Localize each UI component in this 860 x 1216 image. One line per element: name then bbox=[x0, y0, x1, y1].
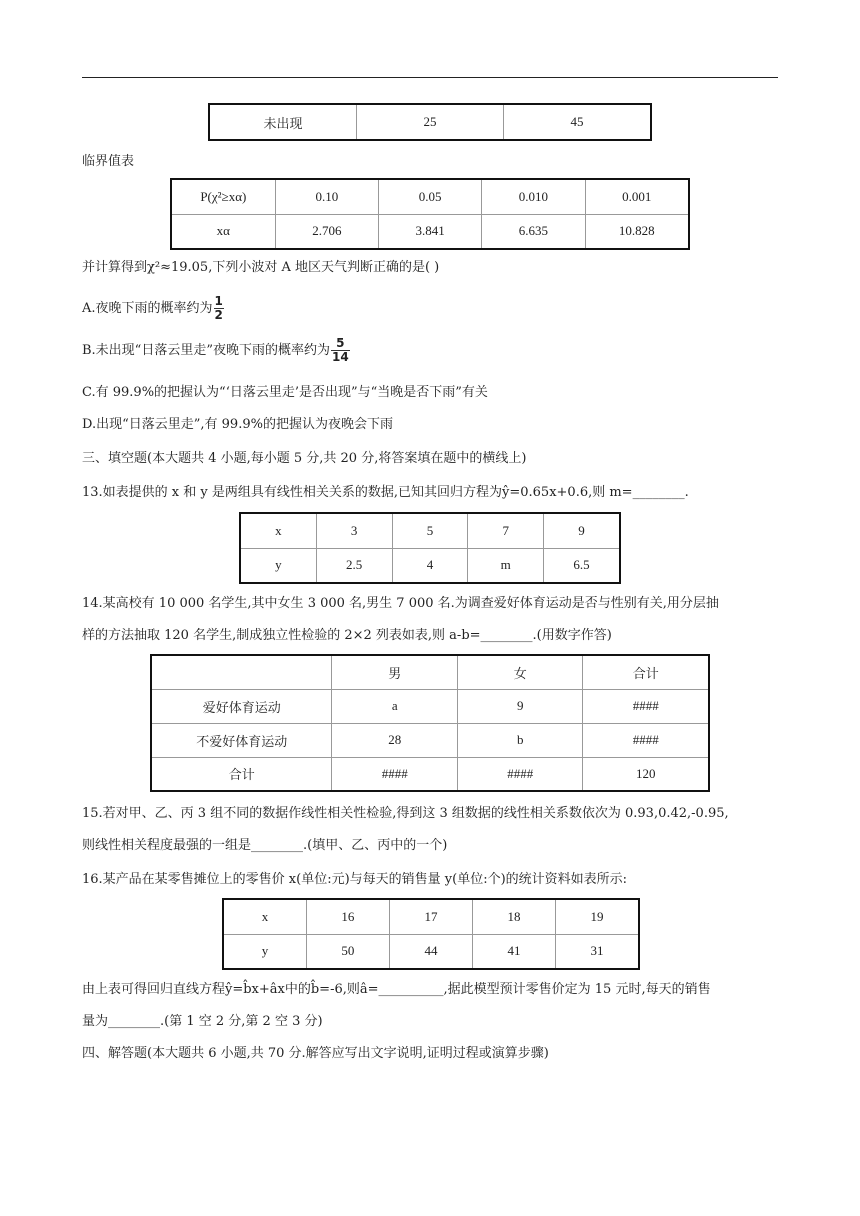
table-cell: #### bbox=[583, 689, 709, 723]
q16-table bbox=[222, 898, 640, 970]
table-cell: 3 bbox=[316, 513, 392, 548]
table-cell bbox=[151, 655, 332, 689]
table-cell: #### bbox=[332, 757, 458, 791]
q12-option-c: C.有 99.9%的把握认为“‘日落云里走’是否出现”与“当晚是否下雨”有关 bbox=[82, 385, 488, 400]
table-cell: 未出现 bbox=[209, 104, 357, 140]
q16-line-2: 由上表可得回归直线方程ŷ=b̂x+âx中的b̂=-6,则â=__________,据此模型预计零售价定为 15 元时,每天的销售 bbox=[82, 982, 711, 997]
q12-stem: 并计算得到χ²≈19.05,下列小波对 A 地区天气判断正确的是( ) bbox=[82, 260, 440, 275]
table-cell: 28 bbox=[332, 723, 458, 757]
table-cell: 0.001 bbox=[585, 179, 689, 214]
table-row bbox=[151, 655, 709, 689]
critical-table-label: 临界值表 bbox=[82, 154, 135, 169]
table-cell: x bbox=[223, 899, 306, 934]
header-rule bbox=[82, 77, 778, 78]
table-row bbox=[171, 179, 689, 214]
fraction-denominator: 14 bbox=[331, 350, 349, 364]
table-cell: 不爱好体育运动 bbox=[151, 723, 332, 757]
section-4-heading: 四、解答题(本大题共 6 小题,共 70 分.解答应写出文字说明,证明过程或演算步骤) bbox=[82, 1046, 549, 1061]
table-cell: 31 bbox=[555, 934, 639, 969]
top-table bbox=[208, 103, 652, 141]
table-cell: 10.828 bbox=[585, 214, 689, 249]
table-cell: 45 bbox=[503, 104, 651, 140]
table-row bbox=[209, 104, 651, 140]
table-cell: 120 bbox=[583, 757, 709, 791]
option-b-text: B.未出现“日落云里走”夜晚下雨的概率约为 bbox=[82, 343, 330, 358]
table-row bbox=[240, 548, 620, 583]
table-cell: 合计 bbox=[151, 757, 332, 791]
table-cell: y bbox=[240, 548, 316, 583]
fraction bbox=[214, 295, 224, 322]
table-cell: 男 bbox=[332, 655, 458, 689]
q13-stem: 13.如表提供的 x 和 y 是两组具有线性相关关系的数据,已知其回归方程为ŷ=0.65x+0.6,则 m=________. bbox=[82, 485, 689, 500]
q12-option-a bbox=[82, 288, 224, 330]
table-row bbox=[223, 899, 639, 934]
table-cell: m bbox=[468, 548, 544, 583]
table-cell: 0.010 bbox=[482, 179, 585, 214]
table-cell: 2.5 bbox=[316, 548, 392, 583]
critical-value-table bbox=[170, 178, 690, 250]
table-cell: 16 bbox=[306, 899, 389, 934]
table-cell: 0.05 bbox=[378, 179, 481, 214]
q16-stem: 16.某产品在某零售摊位上的零售价 x(单位:元)与每天的销售量 y(单位:个)的统计资料如表所示: bbox=[82, 872, 628, 887]
table-cell: 4 bbox=[392, 548, 468, 583]
q12-option-d: D.出现“日落云里走”,有 99.9%的把握认为夜晚会下雨 bbox=[82, 417, 393, 432]
table-cell: a bbox=[332, 689, 458, 723]
table-cell: 7 bbox=[468, 513, 544, 548]
fraction-numerator: 1 bbox=[214, 294, 223, 308]
table-row bbox=[151, 689, 709, 723]
table-cell: 9 bbox=[544, 513, 620, 548]
table-cell: 18 bbox=[472, 899, 555, 934]
q12-option-b bbox=[82, 330, 350, 372]
table-cell: 3.841 bbox=[378, 214, 481, 249]
table-cell: 50 bbox=[306, 934, 389, 969]
table-cell: 25 bbox=[357, 104, 504, 140]
table-cell: 9 bbox=[457, 689, 583, 723]
fraction-denominator: 2 bbox=[214, 308, 223, 322]
q16-line-3: 量为________.(第 1 空 2 分,第 2 空 3 分) bbox=[82, 1014, 323, 1029]
table-cell: 0.10 bbox=[275, 179, 378, 214]
table-cell: 19 bbox=[555, 899, 639, 934]
table-row bbox=[240, 513, 620, 548]
table-cell: b bbox=[457, 723, 583, 757]
option-a-text: A.夜晚下雨的概率约为 bbox=[82, 301, 213, 316]
table-cell: #### bbox=[457, 757, 583, 791]
table-row bbox=[223, 934, 639, 969]
q15-line-1: 15.若对甲、乙、丙 3 组不同的数据作线性相关性检验,得到这 3 组数据的线性相关系数依次为 0.93,0.42,-0.95, bbox=[82, 806, 729, 821]
table-cell: #### bbox=[583, 723, 709, 757]
table-cell: x bbox=[240, 513, 316, 548]
table-cell: 爱好体育运动 bbox=[151, 689, 332, 723]
q15-line-2: 则线性相关程度最强的一组是________.(填甲、乙、丙中的一个) bbox=[82, 838, 448, 853]
fraction bbox=[331, 337, 350, 364]
table-cell: P(χ²≥xα) bbox=[171, 179, 275, 214]
fraction-numerator: 5 bbox=[331, 337, 350, 351]
q14-table bbox=[150, 654, 710, 792]
q14-line-1: 14.某高校有 10 000 名学生,其中女生 3 000 名,男生 7 000 名.为调查爱好体育运动是否与性别有关,用分层抽 bbox=[82, 596, 719, 611]
table-row bbox=[171, 214, 689, 249]
table-cell: 17 bbox=[389, 899, 472, 934]
table-cell: y bbox=[223, 934, 306, 969]
table-cell: 44 bbox=[389, 934, 472, 969]
q14-line-2: 样的方法抽取 120 名学生,制成独立性检验的 2×2 列表如表,则 a-b=________.(用数字作答) bbox=[82, 628, 612, 643]
table-cell: 2.706 bbox=[275, 214, 378, 249]
table-cell: 6.5 bbox=[544, 548, 620, 583]
table-cell: 6.635 bbox=[482, 214, 585, 249]
table-cell: 5 bbox=[392, 513, 468, 548]
table-row bbox=[151, 757, 709, 791]
table-row bbox=[151, 723, 709, 757]
q13-table bbox=[239, 512, 621, 584]
table-cell: 女 bbox=[457, 655, 583, 689]
table-cell: 合计 bbox=[583, 655, 709, 689]
table-cell: 41 bbox=[472, 934, 555, 969]
section-3-heading: 三、填空题(本大题共 4 小题,每小题 5 分,共 20 分,将答案填在题中的横线上) bbox=[82, 451, 527, 466]
table-cell: xα bbox=[171, 214, 275, 249]
